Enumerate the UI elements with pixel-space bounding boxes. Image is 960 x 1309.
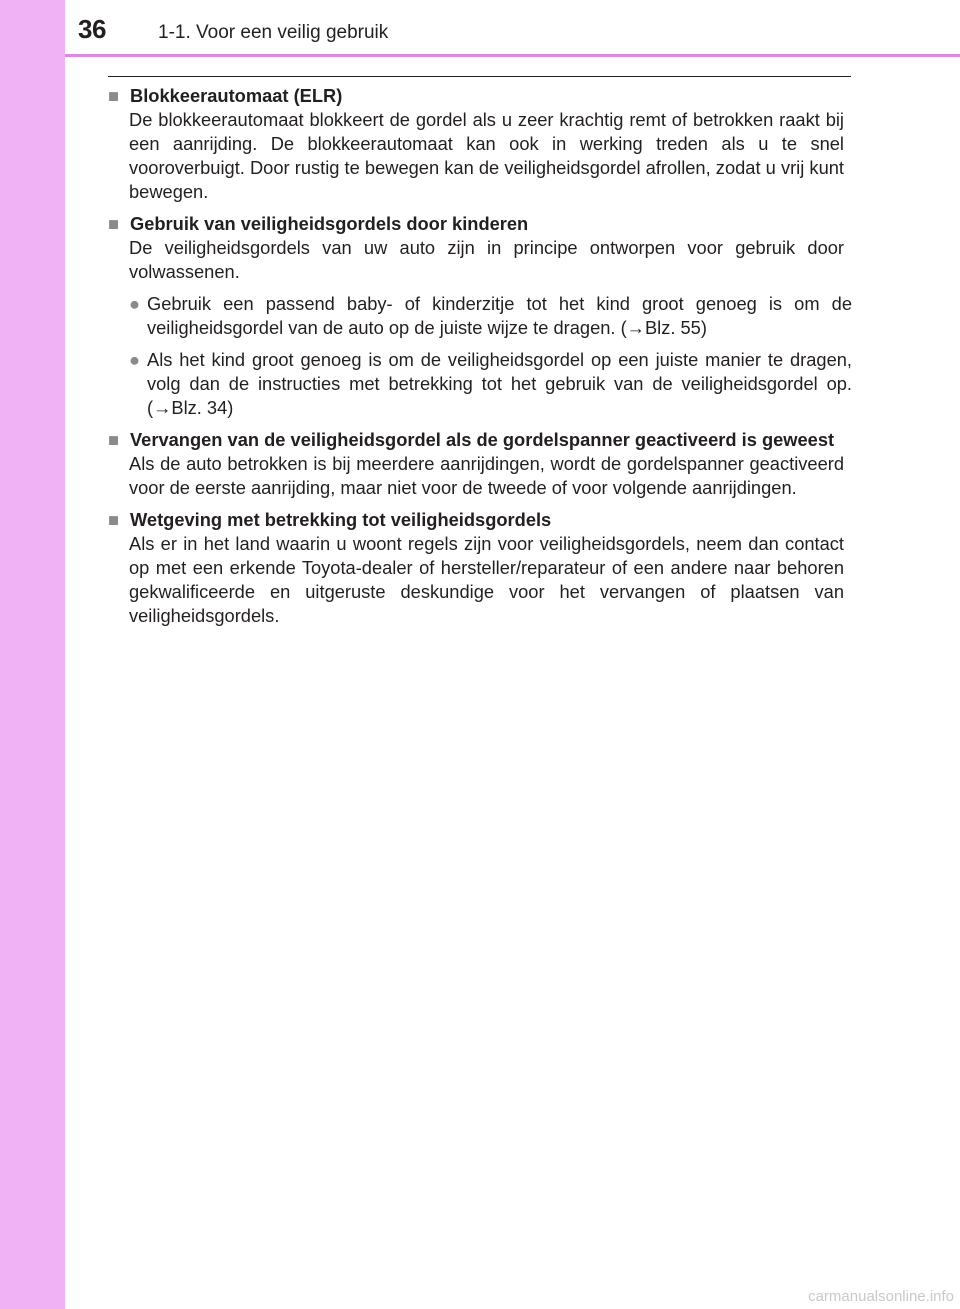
square-bullet-icon: ■ [108,429,120,450]
section-pretensioner [108,428,852,500]
square-bullet-icon: ■ [108,213,120,234]
content-top-rule [108,76,851,77]
section-heading [108,212,852,236]
section-elr [108,84,852,204]
square-bullet-icon: ■ [108,85,120,106]
list-item-text: Als het kind groot genoeg is om de veiligheidsgordel op een juiste manier te dragen, volg dan de instructies met betrekking tot het gebruik van de veiligheidsgordel op. (→Blz. 34) [147,349,852,418]
page-header [0,0,960,60]
list-item [129,348,852,420]
section-heading-text: Vervangen van de veiligheidsgordel als de gordelspanner geactiveerd is geweest [130,429,835,450]
section-body: De blokkeerautomaat blokkeert de gordel als u zeer krachtig remt of betrokken raakt bij een aanrijding. De blokkeerautomaat kan ook in werking treden als u te snel vooroverbuigt. Door rustig te bewegen kan de veiligheidsgordel afrollen, zodat u vrij kunt bewegen. [129,109,844,202]
section-heading-text: Gebruik van veiligheidsgordels door kinderen [130,213,529,234]
section-legislation [108,508,852,628]
page-number: 36 [78,14,106,44]
section-body: Als de auto betrokken is bij meerdere aanrijdingen, wordt de gordelspanner geactiveerd voor de eerste aanrijding, maar niet voor de tweede of voor volgende aanrijdingen. [129,453,844,498]
list-item [129,292,852,340]
section-children [108,212,852,420]
section-heading [108,84,852,108]
round-bullet-icon: ● [129,293,141,314]
watermark-link[interactable]: carmanualsonline.info [808,1288,954,1305]
round-bullet-icon: ● [129,349,141,370]
section-heading [108,508,852,532]
section-body: Als er in het land waarin u woont regels zijn voor veiligheidsgordels, neem dan contact op met een erkende Toyota-dealer of hersteller/reparateur of een andere naar behoren gekwalificeerde en uitgeruste deskundige voor het vervangen of plaatsen van veiligheidsgordels. [129,533,844,626]
section-heading-text: Wetgeving met betrekking tot veiligheidsgordels [130,509,552,530]
header-divider [65,54,960,57]
page-content [108,84,852,636]
side-color-strip [0,0,65,1309]
section-heading-text: Blokkeerautomaat (ELR) [130,85,343,106]
square-bullet-icon: ■ [108,509,120,530]
section-title: 1-1. Voor een veilig gebruik [158,22,389,43]
section-body: De veiligheidsgordels van uw auto zijn in principe ontworpen voor gebruik door volwassenen. [129,237,844,282]
section-heading [108,428,852,452]
list-item-text: Gebruik een passend baby- of kinderzitje tot het kind groot genoeg is om de veiligheidsgordel van de auto op de juiste wijze te dragen. (→Blz. 55) [147,293,852,338]
